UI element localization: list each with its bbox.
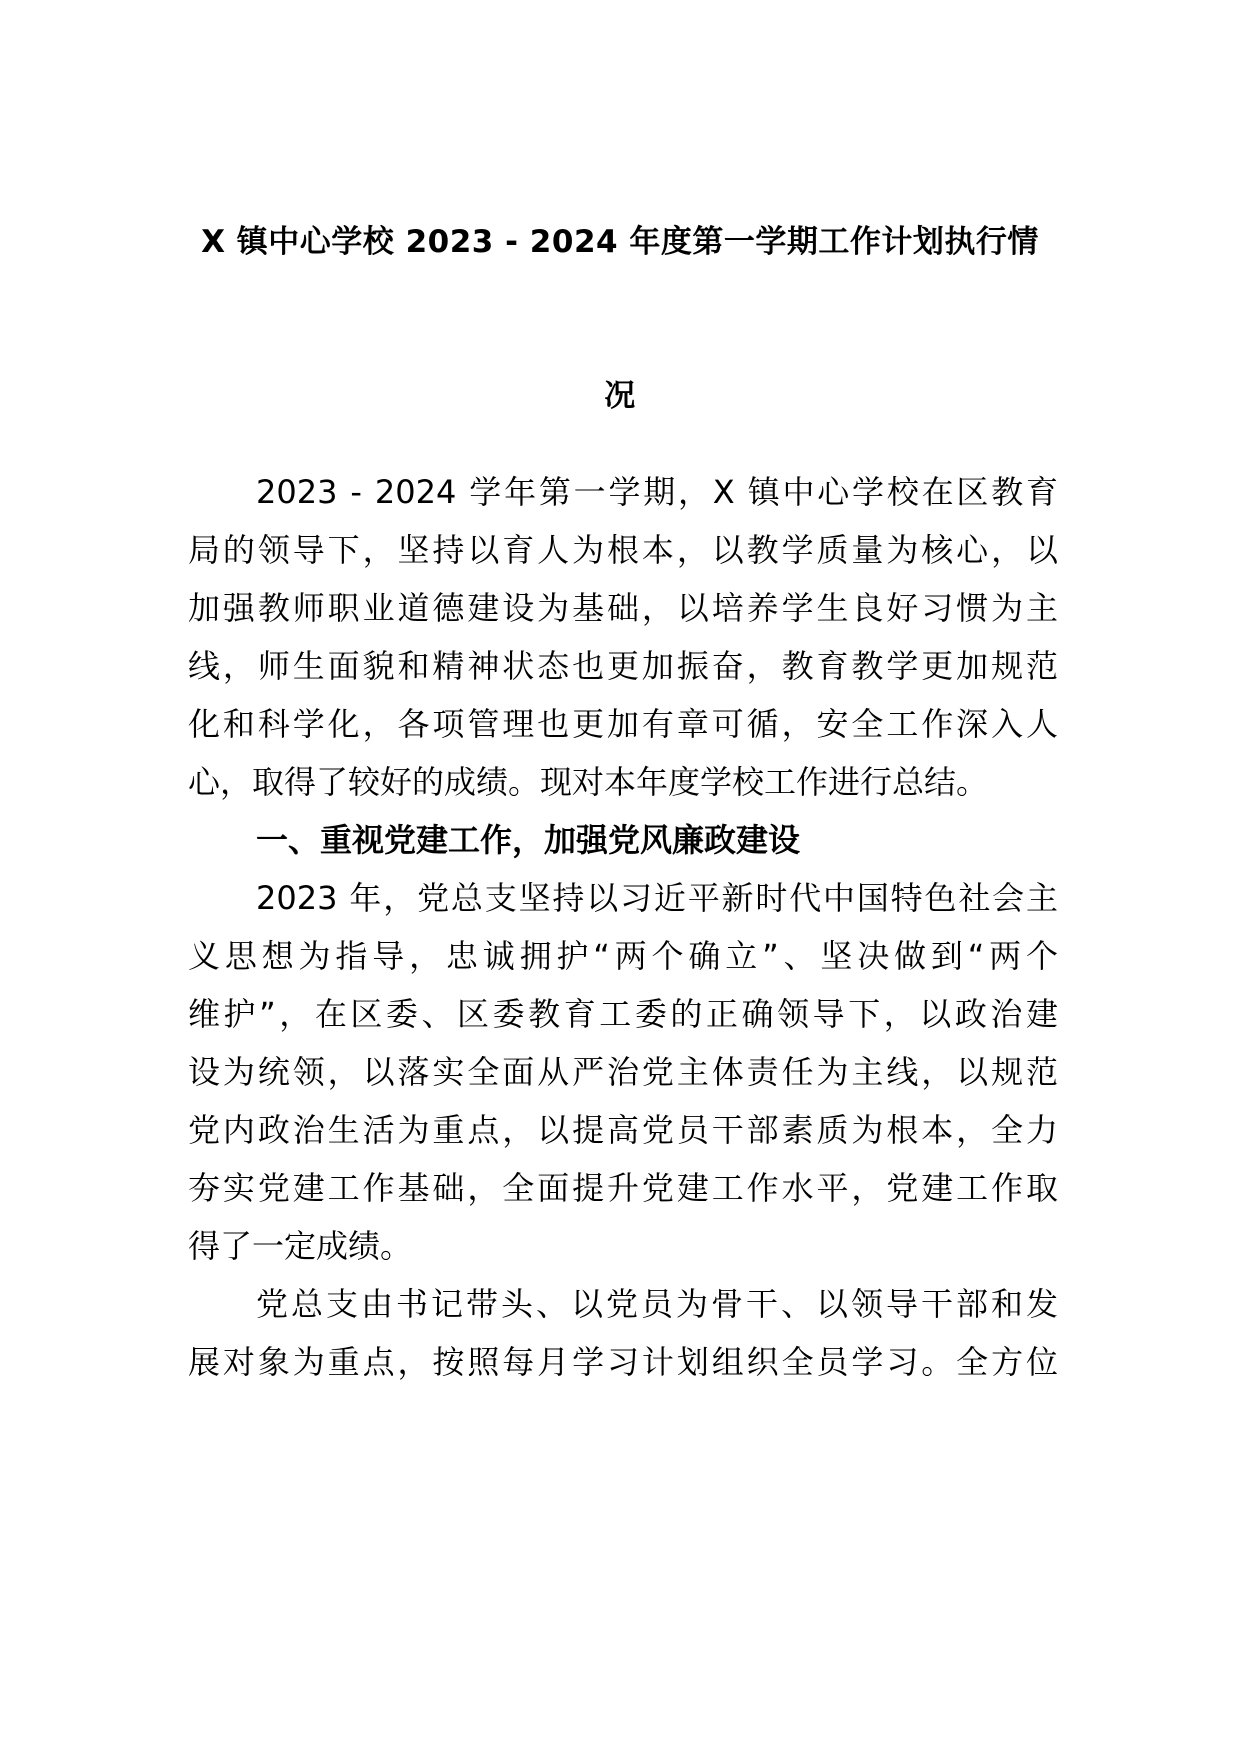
paragraph-1-line-2: 局的领导下，坚持以育人为根本，以教学质量为核心，以 xyxy=(188,531,1058,569)
paragraph-2-line-1: 2023 年，党总支坚持以习近平新时代中国特色社会主 xyxy=(256,879,1058,917)
paragraph-1-line-6: 心，取得了较好的成绩。现对本年度学校工作进行总结。 xyxy=(188,763,989,801)
paragraph-2-line-2: 义思想为指导，忠诚拥护“两个确立”、坚决做到“两个 xyxy=(188,937,1058,975)
paragraph-1-line-3: 加强教师职业道德建设为基础，以培养学生良好习惯为主 xyxy=(188,589,1058,627)
document-title-line-2: 况 xyxy=(604,378,636,414)
document-title-line-1: X 镇中心学校 2023 - 2024 年度第一学期工作计划执行情 xyxy=(201,224,1039,260)
paragraph-2-line-4: 设为统领，以落实全面从严治党主体责任为主线，以规范 xyxy=(188,1053,1058,1091)
section-1-heading: 一、重视党建工作，加强党风廉政建设 xyxy=(256,821,801,859)
paragraph-3-line-1: 党总支由书记带头、以党员为骨干、以领导干部和发 xyxy=(256,1285,1058,1323)
paragraph-1-line-1: 2023 - 2024 学年第一学期，X 镇中心学校在区教育 xyxy=(256,473,1058,511)
paragraph-2-line-6: 夯实党建工作基础，全面提升党建工作水平，党建工作取 xyxy=(188,1169,1058,1207)
paragraph-1-line-5: 化和科学化，各项管理也更加有章可循，安全工作深入人 xyxy=(188,705,1058,743)
paragraph-1-line-4: 线，师生面貌和精神状态也更加振奋，教育教学更加规范 xyxy=(188,647,1058,685)
paragraph-2-line-7: 得了一定成绩。 xyxy=(188,1227,413,1265)
paragraph-3-line-2: 展对象为重点，按照每月学习计划组织全员学习。全方位 xyxy=(188,1343,1058,1381)
paragraph-2-line-3: 维护”，在区委、区委教育工委的正确领导下，以政治建 xyxy=(188,995,1058,1033)
paragraph-2-line-5: 党内政治生活为重点，以提高党员干部素质为根本，全力 xyxy=(188,1111,1058,1149)
